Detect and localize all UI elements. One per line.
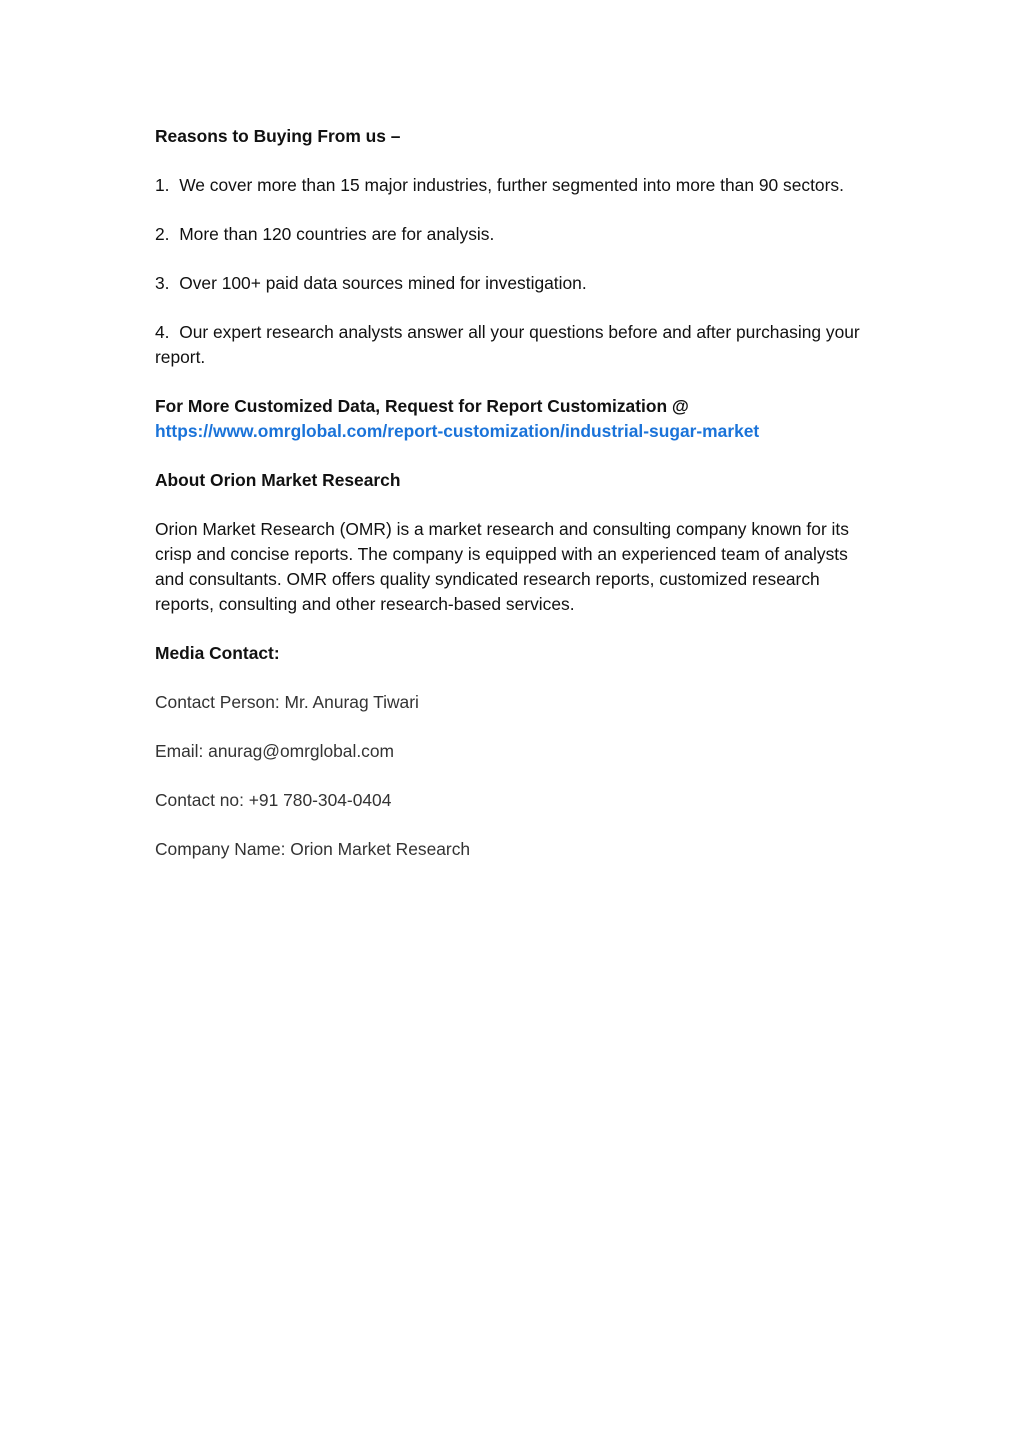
reason-item-1: [155, 173, 870, 198]
reasons-heading: Reasons to Buying From us –: [155, 126, 401, 146]
reason-text: Our expert research analysts answer all your questions before and after purchasing your report.: [155, 322, 860, 367]
company-name: Company Name: Orion Market Research: [155, 839, 471, 859]
contact-phone: Contact no: +91 780-304-0404: [155, 790, 392, 810]
reason-text: Over 100+ paid data sources mined for investigation.: [179, 273, 587, 293]
reason-text: We cover more than 15 major industries, further segmented into more than 90 sectors.: [179, 175, 844, 195]
reason-text: More than 120 countries are for analysis.: [179, 224, 495, 244]
reason-number: 1.: [155, 175, 170, 195]
reason-number: 3.: [155, 273, 170, 293]
about-heading: About Orion Market Research: [155, 470, 401, 490]
reason-item-3: [155, 271, 870, 296]
contact-email: Email: anurag@omrglobal.com: [155, 741, 395, 761]
customization-heading: For More Customized Data, Request for Report Customization @: [155, 396, 689, 416]
document-content: [155, 124, 870, 886]
reason-item-4: [155, 320, 870, 370]
contact-person: Contact Person: Mr. Anurag Tiwari: [155, 692, 419, 712]
reason-number: 4.: [155, 322, 170, 342]
reason-number: 2.: [155, 224, 170, 244]
media-contact-heading: Media Contact:: [155, 643, 280, 663]
customization-link[interactable]: https://www.omrglobal.com/report-customization/industrial-sugar-market: [155, 421, 760, 441]
customization-section: [155, 394, 870, 444]
about-body: Orion Market Research (OMR) is a market research and consulting company known for its crisp and concise reports. The company is equipped with an experienced team of analysts and consultants. OMR offers quality syndicated research reports, customized research reports, consulting and other research-based services.: [155, 519, 849, 614]
reason-item-2: [155, 222, 870, 247]
